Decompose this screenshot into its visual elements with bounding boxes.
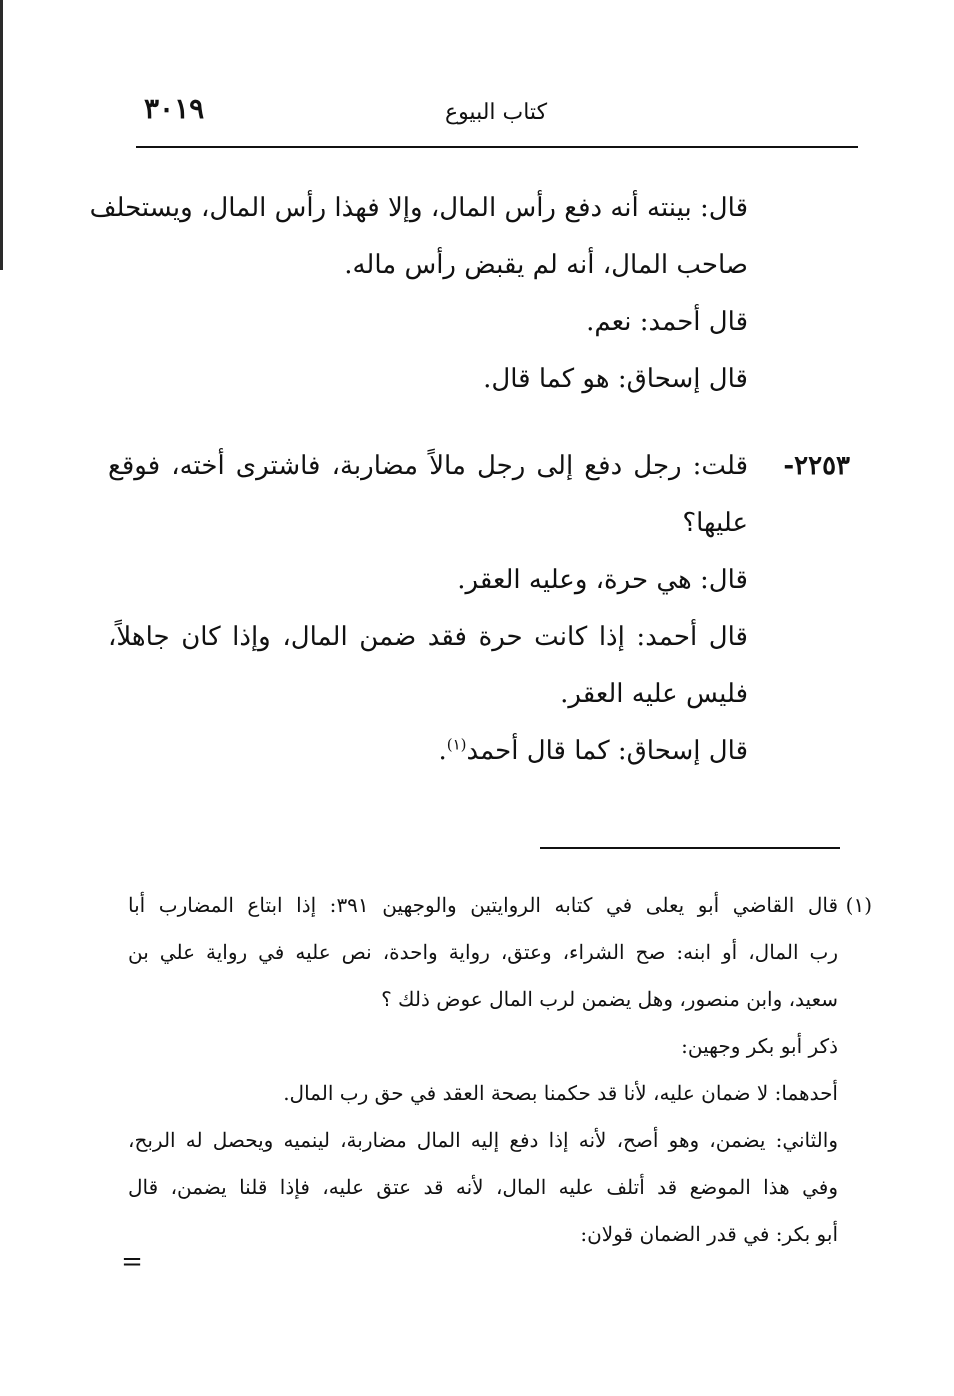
last-line-end: . xyxy=(438,736,447,766)
entry-number: ٢٢٥٣- xyxy=(783,451,850,481)
footnote-line-text: قال القاضي أبو يعلى في كتابه الروايتين والوجهين ٣٩١: إذا ابتاع المضارب أبا xyxy=(128,893,839,917)
page-number: ٣٠١٩ xyxy=(144,92,205,125)
footnote-line: وفي هذا الموضع قد أتلف عليه المال، لأنه قد عتق عليه، فإذا قلنا يضمن، قال xyxy=(128,1175,838,1199)
footnote-line: رب المال، أو ابنه: صح الشراء، وعتق، رواية واحدة، نص عليه في رواية علي بن xyxy=(128,940,838,964)
last-line-text: قال إسحاق: كما قال أحمد xyxy=(466,736,748,766)
footnote-line: والثاني: يضمن، وهو أصح، لأنه إذا دفع إليه المال مضاربة، لينميه ويحصل له الربح، xyxy=(128,1128,838,1152)
footnote-line: أحدهما: لا ضمان عليه، لأنا قد حكمنا بصحة العقد في حق رب المال. xyxy=(283,1081,838,1105)
footnote-marker: (١) xyxy=(845,893,872,917)
scan-edge-artifact xyxy=(0,0,3,270)
footnotes xyxy=(128,882,872,1258)
footnote-line: سعيد، وابن منصور، وهل يضمن لرب المال عوض ذلك ؟ xyxy=(381,987,838,1011)
text-line: قال إسحاق: هو كما قال. xyxy=(483,364,748,394)
footnote-line: أبو بكر: في قدر الضمان قولان: xyxy=(580,1222,838,1246)
text-line: فليس عليه العقر. xyxy=(560,679,748,709)
main-text xyxy=(89,180,850,780)
footnote-reference[interactable]: (١) xyxy=(446,735,467,754)
entry-2253 xyxy=(108,438,850,780)
text-line: قلت: رجل دفع إلى رجل مالاً مضاربة، فاشترى أخته، فوقع xyxy=(108,451,748,481)
page-header xyxy=(136,88,856,136)
footnote-line xyxy=(128,882,872,929)
text-line: قال أحمد: إذا كانت حرة فقد ضمن المال، وإذا كان جاهلاً، xyxy=(108,622,748,652)
text-line: قال: هي حرة، وعليه العقر. xyxy=(457,565,748,595)
text-line: قال: بينته أنه دفع رأس المال، وإلا فهذا رأس المال، ويستحلف xyxy=(89,193,748,223)
continuation-mark: = xyxy=(121,1247,143,1277)
footnote-rule xyxy=(540,847,840,849)
text-line-last xyxy=(108,723,748,780)
text-line: صاحب المال، أنه لم يقبض رأس ماله. xyxy=(344,250,748,280)
header-rule xyxy=(136,146,858,148)
footnote-line: ذكر أبو بكر وجهين: xyxy=(681,1034,838,1058)
text-line: عليها؟ xyxy=(682,508,748,538)
text-line: قال أحمد: نعم. xyxy=(586,307,748,337)
running-title: كتاب البيوع xyxy=(444,100,548,125)
